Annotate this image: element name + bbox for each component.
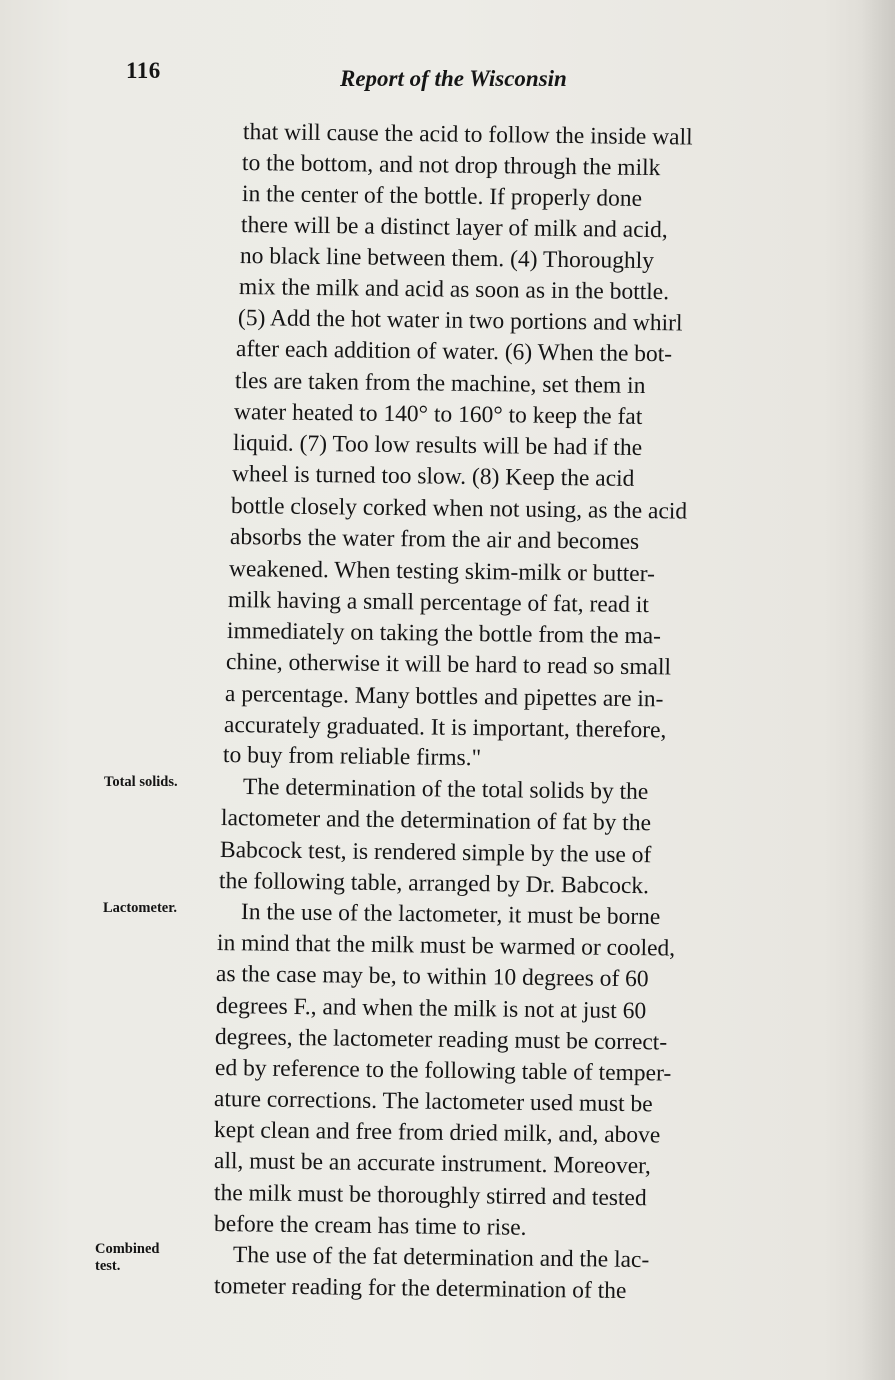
text-line: degrees F., and when the milk is not at just 60: [215, 993, 647, 1025]
text-line: there will be a distinct layer of milk and acid,: [240, 212, 668, 244]
text-line: immediately on taking the bottle from the ma-: [226, 618, 662, 650]
text-line: water heated to 140° to 160° to keep the fat: [233, 399, 643, 430]
text-line: ed by reference to the following table of temper-: [214, 1055, 672, 1087]
text-line: no black line between them. (4) Thoroughly: [239, 243, 655, 275]
text-line: kept clean and free from dried milk, and, above: [213, 1117, 661, 1149]
text-line: lactometer and the determination of fat by the: [220, 805, 652, 837]
text-line: a percentage. Many bottles and pipettes are in-: [224, 681, 664, 713]
text-line: ature corrections. The lactometer used must be: [213, 1086, 653, 1118]
text-line: in the center of the bottle. If properly done: [241, 181, 643, 212]
running-title: Report of the Wisconsin: [340, 66, 567, 91]
margin-note-test: test.: [95, 1258, 121, 1274]
text-line: all, must be an accurate instrument. Moreover,: [213, 1148, 652, 1180]
text-line: chine, otherwise it will be hard to read so small: [225, 649, 672, 681]
text-line: the following table, arranged by Dr. Babcock.: [218, 868, 650, 900]
text-line: The determination of the total solids by the: [242, 774, 649, 805]
margin-note-combined: Combined: [95, 1241, 160, 1257]
text-line: degrees, the lactometer reading must be correct-: [214, 1024, 668, 1056]
text-line: Babcock test, is rendered simple by the use of: [219, 837, 652, 869]
margin-note-total-solids: Total solids.: [104, 774, 178, 790]
text-line: to the bottom, and not drop through the milk: [241, 150, 661, 182]
margin-note-lactometer: Lactometer.: [103, 900, 177, 916]
text-line: bottle closely corked when not using, as the acid: [230, 493, 688, 525]
text-line: tles are taken from the machine, set them in: [234, 368, 646, 400]
text-line: in mind that the milk must be warmed or cooled,: [216, 930, 676, 962]
text-line: weakened. When testing skim-milk or butter-: [228, 556, 656, 588]
text-line: accurately graduated. It is important, therefore,: [223, 712, 667, 744]
text-line: mix the milk and acid as soon as in the bottle.: [238, 274, 670, 306]
text-line: tometer reading for the determination of the: [213, 1273, 627, 1305]
text-line: the milk must be thoroughly stirred and tested: [213, 1180, 647, 1212]
text-line: before the cream has time to rise.: [213, 1211, 527, 1241]
text-line: as the case may be, to within 10 degrees of 60: [215, 961, 649, 993]
text-line: absorbs the water from the air and becomes: [229, 524, 640, 555]
text-line: In the use of the lactometer, it must be borne: [240, 899, 661, 931]
text-line: after each addition of water. (6) When the bot-: [235, 336, 673, 368]
text-line: milk having a small percentage of fat, read it: [227, 587, 650, 619]
text-line: (5) Add the hot water in two portions and whirl: [237, 305, 683, 337]
text-line: wheel is turned too slow. (8) Keep the acid: [231, 461, 635, 492]
text-line: to buy from reliable firms.": [222, 742, 482, 772]
page-number: 116: [126, 58, 161, 83]
text-line: liquid. (7) Too low results will be had if the: [232, 430, 643, 461]
text-line: The use of the fat determination and the lac-: [232, 1242, 650, 1274]
text-line: that will cause the acid to follow the inside wall: [242, 119, 693, 151]
